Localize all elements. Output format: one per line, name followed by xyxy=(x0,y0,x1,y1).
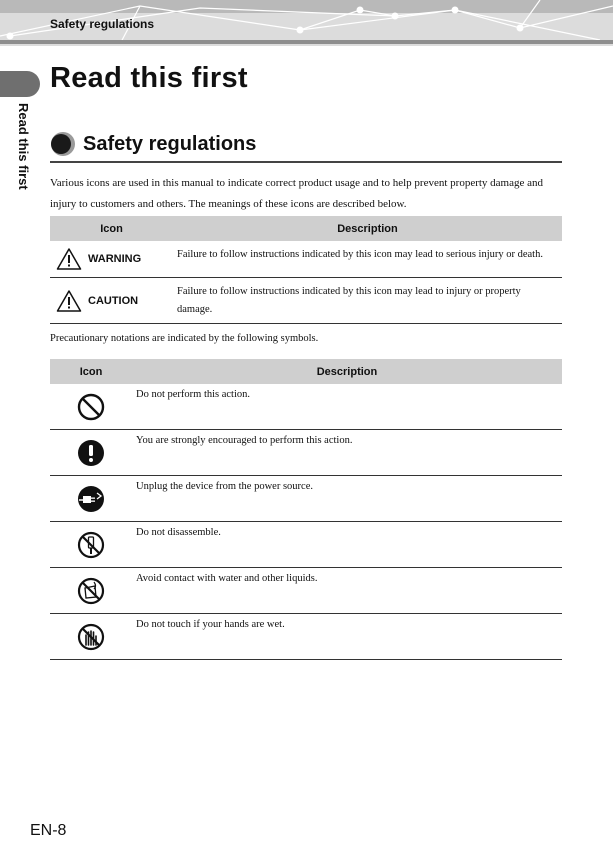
section-title: Safety regulations xyxy=(83,133,257,155)
symbol-description: Avoid contact with water and other liquids. xyxy=(132,568,562,614)
no-disassembly-icon xyxy=(77,531,105,559)
header-label: Safety regulations xyxy=(50,17,155,31)
table-row xyxy=(50,522,562,568)
table-row xyxy=(50,614,562,660)
signal-description: Failure to follow instructions indicated by this icon may lead to serious injury or death. xyxy=(173,241,562,278)
table-header-row xyxy=(50,359,562,384)
signal-cell xyxy=(50,241,173,278)
symbol-description: Do not disassemble. xyxy=(132,522,562,568)
column-header-icon: Icon xyxy=(50,216,173,241)
page-title: Read this first xyxy=(50,62,248,94)
side-tab-marker xyxy=(0,71,40,97)
page-header xyxy=(0,0,613,46)
signal-label: WARNING xyxy=(88,253,142,265)
table-row xyxy=(50,278,562,324)
table-row xyxy=(50,384,562,430)
mandatory-action-icon xyxy=(77,439,105,467)
section-heading xyxy=(50,131,562,163)
symbol-description: Do not perform this action. xyxy=(132,384,562,430)
signal-cell xyxy=(50,278,173,324)
intro-paragraph: Various icons are used in this manual to indicate correct product usage and to help prevent property damage and injury to customers and others. The meanings of these icons are described below. xyxy=(50,177,544,210)
table-row xyxy=(50,241,562,278)
header-rule xyxy=(0,40,613,44)
page-number: EN-8 xyxy=(30,822,67,839)
column-header-description: Description xyxy=(132,359,562,384)
signal-description: Failure to follow instructions indicated by this icon may lead to injury or property damage. xyxy=(173,278,562,324)
warning-triangle-icon xyxy=(56,289,82,313)
symbol-table xyxy=(50,359,562,660)
signal-word-table xyxy=(50,216,562,324)
prohibited-icon xyxy=(77,393,105,421)
table-header-row xyxy=(50,216,562,241)
table-row xyxy=(50,568,562,614)
symbols-intro-text: Precautionary notations are indicated by the following symbols. xyxy=(50,333,319,344)
warning-triangle-icon xyxy=(56,247,82,271)
no-wet-hands-icon xyxy=(77,623,105,651)
signal-label: CAUTION xyxy=(88,294,139,307)
symbol-description: Unplug the device from the power source. xyxy=(132,476,562,522)
table-row xyxy=(50,476,562,522)
table-row xyxy=(50,430,562,476)
unplug-icon xyxy=(77,485,105,513)
section-bullet-icon xyxy=(50,131,76,157)
side-tab-label: Read this first xyxy=(16,103,31,190)
column-header-icon: Icon xyxy=(50,359,132,384)
symbol-description: Do not touch if your hands are wet. xyxy=(132,614,562,660)
column-header-description: Description xyxy=(173,216,562,241)
no-water-icon xyxy=(77,577,105,605)
symbol-description: You are strongly encouraged to perform this action. xyxy=(132,430,562,476)
